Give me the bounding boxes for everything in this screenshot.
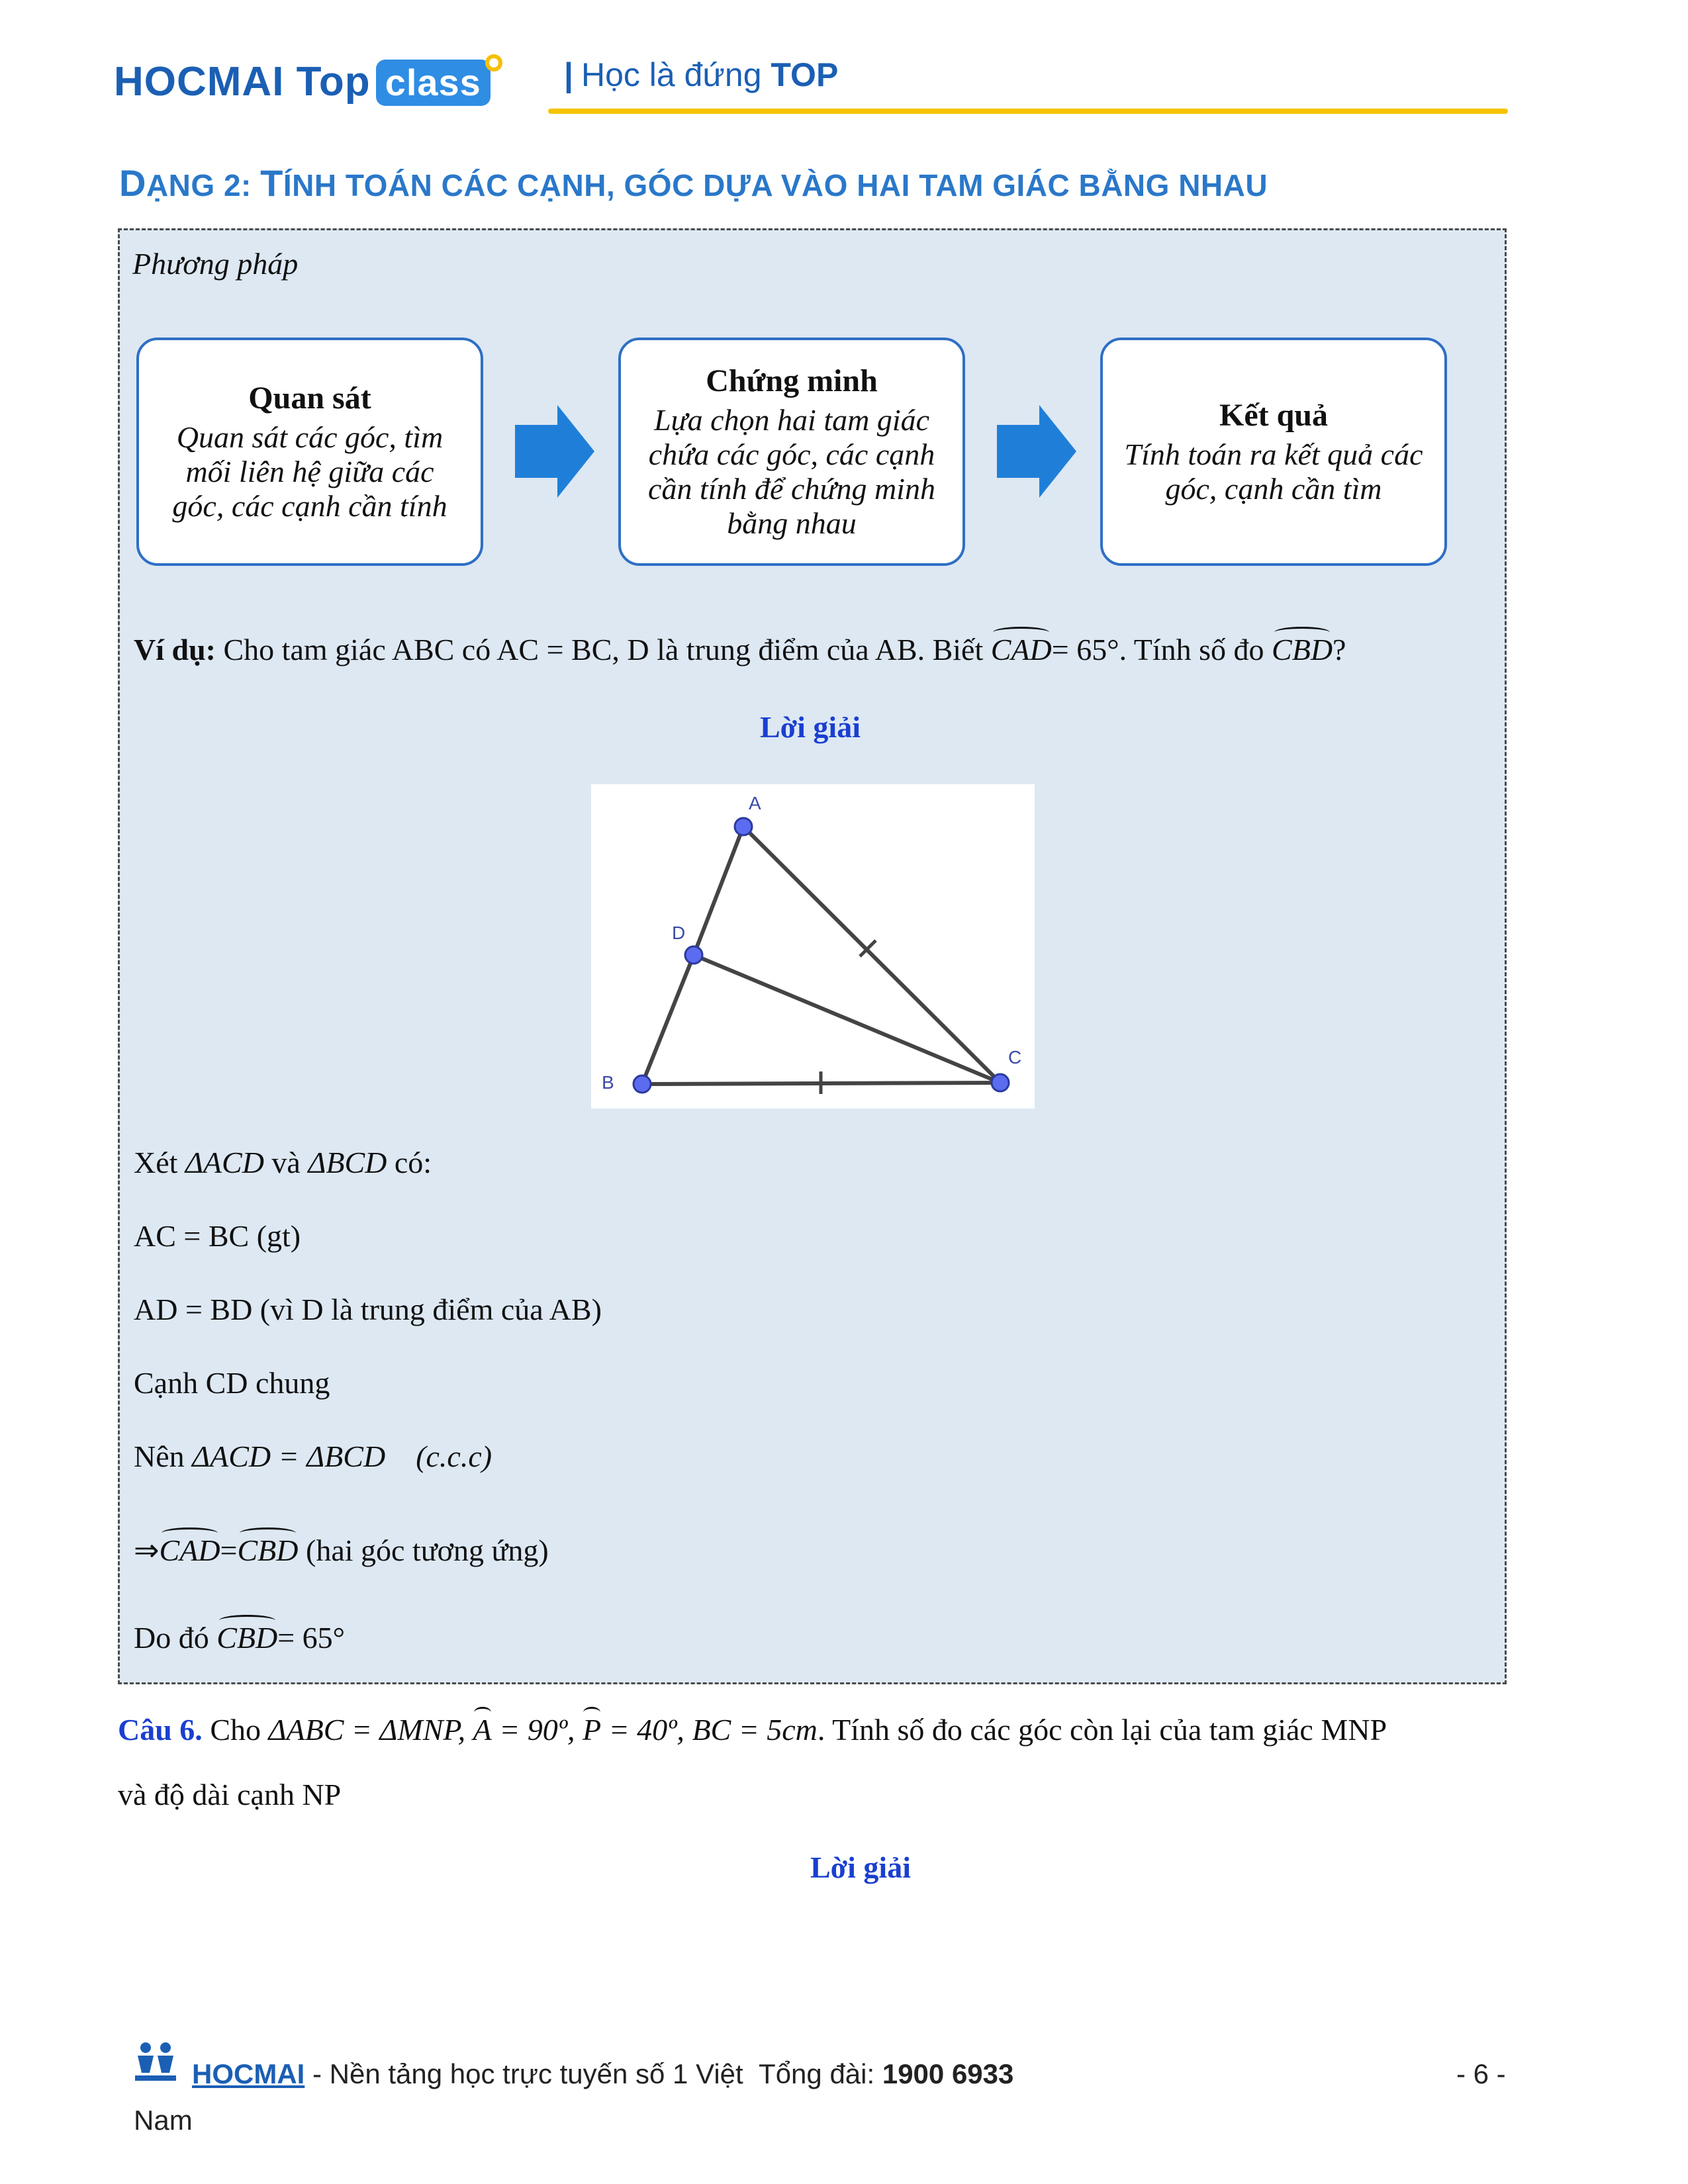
step-desc: Quan sát các góc, tìm mối liên hệ giữa các góc, các cạnh cần tính	[172, 420, 447, 523]
title-rest1: ẠNG 2:	[146, 168, 261, 203]
q-eq: ΔABC = ΔMNP,	[268, 1713, 466, 1747]
footer-line-2: Nam	[134, 2105, 193, 2136]
step-title: Quan sát	[248, 381, 371, 416]
header-divider	[548, 109, 1508, 114]
step-title: Kết quả	[1219, 398, 1328, 433]
q-t1: Cho	[210, 1713, 261, 1747]
footer-hotline: 1900 6933	[882, 2058, 1014, 2089]
footer-hotline-label: Tổng đài:	[759, 2058, 875, 2089]
example-q: ?	[1333, 633, 1346, 666]
example-text1: Cho tam giác ABC có AC = BC, D là trung điểm của AB. Biết	[223, 633, 984, 666]
solution-line-7	[134, 1620, 345, 1655]
label-b: B	[602, 1072, 614, 1093]
point-d	[685, 946, 702, 964]
segment-db	[642, 955, 694, 1084]
l7-val: = 65°	[277, 1621, 346, 1655]
slogan-bold: TOP	[771, 56, 839, 93]
title-d: D	[119, 162, 146, 204]
sun-icon	[485, 54, 502, 71]
arrow-right-icon	[515, 405, 594, 498]
l6-eq: =	[220, 1533, 238, 1567]
q-p-val: = 40º,	[608, 1713, 684, 1747]
q-bc: BC = 5cm	[692, 1713, 818, 1747]
example-text2: . Tính số đo	[1119, 633, 1264, 666]
slogan-bar: |	[564, 56, 573, 93]
logo-text: HOCMAI Top	[114, 59, 371, 105]
label-c: C	[1008, 1047, 1022, 1068]
l1-pre: Xét	[134, 1146, 178, 1179]
angle-cad: CAD	[990, 633, 1052, 666]
implies-symbol: ⇒	[134, 1533, 160, 1567]
step-result	[1100, 338, 1447, 566]
example-label: Ví dụ:	[134, 633, 216, 666]
l5-case: (c.c.c)	[416, 1439, 492, 1473]
segment-ad	[694, 827, 743, 955]
footer-line	[192, 2058, 1013, 2090]
hocmai-people-icon	[132, 2038, 179, 2085]
step-desc: Lựa chọn hai tam giác chứa các góc, các cạnh cần tính để chứng minh bằng nhau	[648, 403, 935, 540]
segment-dc	[694, 955, 1000, 1083]
hocmai-topclass-logo	[114, 58, 508, 106]
step-title: Chứng minh	[706, 363, 878, 398]
question-line-1	[118, 1712, 1387, 1747]
footer-brand[interactable]: HOCMAI	[192, 2058, 305, 2089]
l1-mid: và	[271, 1146, 301, 1179]
arrow-right-icon	[997, 405, 1076, 498]
solution-line-5	[134, 1439, 492, 1474]
page-number: - 6 -	[1456, 2058, 1506, 2089]
solution-line-4: Cạnh CD chung	[134, 1366, 330, 1400]
point-a	[735, 818, 752, 835]
section-title	[119, 161, 1268, 205]
l6-note: (hai góc tương ứng)	[306, 1533, 549, 1567]
solution-label: Lời giải	[760, 710, 861, 744]
triangle-figure	[591, 784, 1035, 1109]
logo-class-pill: class	[376, 60, 491, 106]
l7-angle: CBD	[216, 1621, 278, 1655]
q-angle-a: A	[473, 1713, 492, 1747]
slogan	[564, 56, 838, 94]
angle-cbd: CBD	[1272, 633, 1333, 666]
q-t2: . Tính số đo các góc còn lại của tam giác MNP	[817, 1713, 1387, 1747]
l5-pre: Nên	[134, 1439, 185, 1473]
title-rest2: ÍNH TOÁN CÁC CẠNH, GÓC DỰA VÀO HAI TAM GIÁC BẰNG NHAU	[283, 168, 1268, 203]
q-angle-p: P	[583, 1713, 602, 1747]
solution-line-6	[134, 1532, 549, 1568]
l5-eq: ΔACD = ΔBCD	[192, 1439, 386, 1473]
solution-line-3: AD = BD (vì D là trung điểm của AB)	[134, 1293, 602, 1326]
l1-post: có:	[394, 1146, 432, 1179]
example-eq1: = 65°	[1051, 633, 1119, 666]
title-t: T	[260, 162, 283, 204]
segment-ac	[743, 827, 1000, 1083]
l6-angle-cad: CAD	[159, 1533, 220, 1567]
step-prove	[618, 338, 965, 566]
solution-line-1	[134, 1145, 432, 1180]
point-c	[992, 1074, 1009, 1091]
label-a: A	[749, 793, 761, 813]
q-a-val: = 90º,	[499, 1713, 575, 1747]
step-observe	[136, 338, 483, 566]
question-solution-label: Lời giải	[810, 1850, 911, 1884]
l7-pre: Do đó	[134, 1621, 209, 1655]
question-line-2: và độ dài cạnh NP	[118, 1778, 342, 1811]
l1-t1: ΔACD	[185, 1146, 264, 1179]
l1-t2: ΔBCD	[308, 1146, 387, 1179]
l6-angle-cbd: CBD	[237, 1533, 299, 1567]
slogan-prefix: Học là đứng	[581, 56, 762, 93]
question-label: Câu 6.	[118, 1713, 203, 1747]
method-label: Phương pháp	[132, 247, 299, 281]
solution-line-2: AC = BC (gt)	[134, 1219, 301, 1253]
example-line	[134, 632, 1346, 667]
label-d: D	[672, 923, 686, 943]
point-b	[633, 1075, 651, 1093]
step-desc: Tính toán ra kết quả các góc, cạnh cần tìm	[1124, 437, 1423, 506]
footer-text: - Nền tảng học trực tuyến số 1 Việt	[312, 2058, 743, 2089]
